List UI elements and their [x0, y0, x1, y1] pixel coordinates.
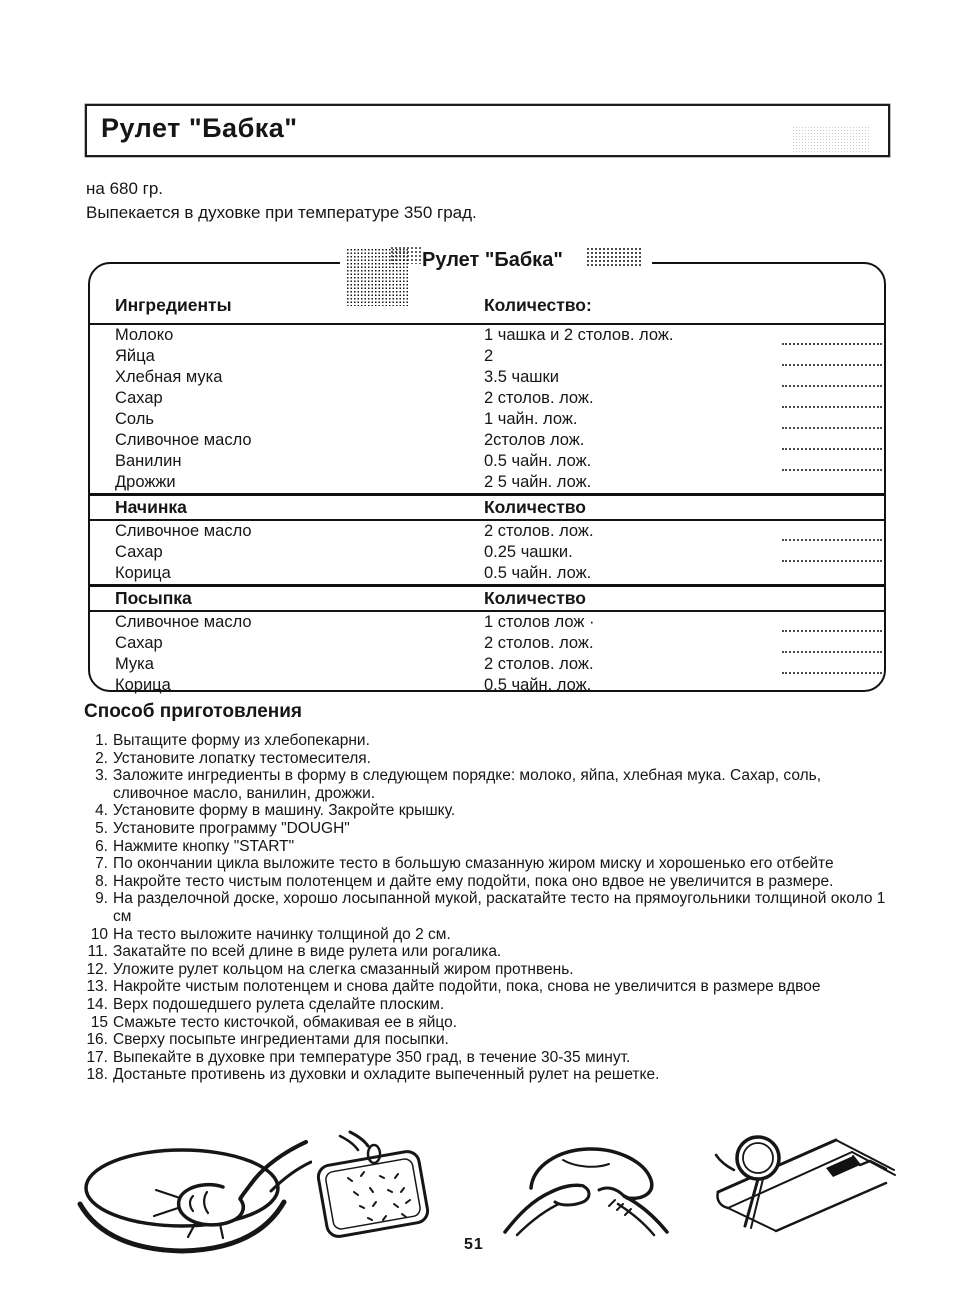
ingredient-quantity: 0.5 чайн. лож.: [484, 452, 592, 470]
section-title: Посыпка: [115, 588, 192, 608]
dotted-fill-line: [782, 427, 882, 429]
method-step: [84, 890, 892, 925]
ingredient-quantity: 2 5 чайн. лож.: [484, 473, 592, 491]
step-number: 15: [90, 1013, 108, 1031]
dotted-fill-line: [782, 406, 882, 408]
ingredient-name: Сахар: [115, 634, 163, 652]
step-text: Выпекайте в духовке при температуре 350 град, в течение 30-35 минут.: [113, 1048, 631, 1066]
step-number: 5.: [95, 819, 108, 837]
ingredient-quantity: 2 столов. лож.: [484, 389, 594, 407]
step-number: 17.: [86, 1048, 108, 1066]
dotted-fill-line: [782, 672, 882, 674]
intro-text: [86, 177, 477, 225]
step-text: Сверху посыпьте ингредиентами для посыпки.: [113, 1031, 449, 1049]
dotted-fill-line: [782, 651, 882, 653]
ingredient-quantity: 0.5 чайн. лож.: [484, 564, 592, 582]
section-header-topping: [90, 584, 884, 612]
section-header-filling: [90, 493, 884, 521]
table-row: [90, 675, 884, 696]
method-step: [84, 943, 892, 961]
table-row: [90, 612, 884, 633]
step-text: Достаньте противень из духовки и охладите выпеченный рулет на решетке.: [113, 1066, 660, 1084]
ingredient-name: Сливочное масло: [115, 522, 252, 540]
card-title: Рулет "Бабка": [422, 249, 563, 271]
step-number: 12.: [86, 960, 108, 978]
method-step: [84, 820, 892, 838]
column-header-ingredients: Ингредиенты: [115, 295, 232, 315]
step-text: Установите лопатку тестомесителя.: [113, 749, 371, 767]
page-title: Рулет "Бабка": [101, 113, 298, 143]
method-section: [84, 701, 892, 1084]
step-text: Заложите ингредиенты в форму в следующем порядке: молоко, яйпа, хлебная мука. Сахар, соль, сливочное масло, ванилин, дрожжи.: [113, 767, 822, 802]
card-title-strip: [340, 246, 652, 276]
step-number: 13.: [86, 978, 108, 996]
step-text: Установите форму в машину. Закройте крышку.: [113, 802, 456, 820]
step-text: Смажьте тесто кисточкой, обмакивая ее в яйцо.: [113, 1013, 458, 1031]
dotted-fill-line: [782, 630, 882, 632]
table-row: [90, 430, 884, 451]
method-step: [84, 1031, 892, 1049]
ingredient-quantity: 1 чашка и 2 столов. лож.: [484, 326, 674, 344]
dotted-fill-line: [782, 469, 882, 471]
table-row: [90, 654, 884, 675]
method-step: [84, 1049, 892, 1067]
method-step: [84, 996, 892, 1014]
ingredient-quantity: 0.25 чашки.: [484, 543, 573, 561]
ingredient-quantity: 2 столов. лож.: [484, 634, 594, 652]
step-text: Уложите рулет кольцом на слегка смазанный жиром протнвень.: [113, 960, 574, 978]
table-row: [90, 409, 884, 430]
scan-smudge: [792, 126, 870, 152]
dotted-fill-line: [782, 448, 882, 450]
ingredient-quantity: 2: [484, 347, 494, 365]
table-row: [90, 521, 884, 542]
table-row: [90, 346, 884, 367]
recipe-title-box: [85, 104, 890, 157]
ingredient-quantity: 2 столов. лож.: [484, 522, 594, 540]
page-number: 51: [464, 1236, 484, 1253]
column-header-quantity: Количество:: [484, 295, 592, 315]
table-row: [90, 367, 884, 388]
ingredient-quantity: 1 чайн. лож.: [484, 410, 578, 428]
method-step: [84, 873, 892, 891]
method-step: [84, 961, 892, 979]
step-text: Накройте чистым полотенцем и снова дайте подойти, пока, снова не увеличится в размере вдвое: [113, 978, 821, 996]
method-step: [84, 978, 892, 996]
section-quantity-label: Количество: [484, 588, 586, 608]
table-row: [90, 563, 884, 584]
step-text: Нажмите кнопку "START": [113, 837, 295, 855]
step-text: Закатайте по всей длине в виде рулета или рогалика.: [113, 943, 502, 961]
method-step: [84, 926, 892, 944]
step-number: 18.: [86, 1066, 108, 1084]
step-text: Верх подошедшего рулета сделайте плоским.: [113, 995, 445, 1013]
ingredient-name: Сливочное масло: [115, 431, 252, 449]
ingredient-name: Сливочное масло: [115, 613, 252, 631]
shaping-dough-by-hands-icon: [503, 1136, 671, 1242]
section-title: Начинка: [115, 497, 187, 517]
method-step: [84, 750, 892, 768]
method-step: [84, 838, 892, 856]
ingredient-quantity: 2 столов. лож.: [484, 655, 594, 673]
step-text: Накройте тесто чистым полотенцем и дайте ему подойти, пока оно вдвое не увеличится в размере.: [113, 872, 834, 890]
dotted-fill-line: [782, 385, 882, 387]
step-number: 4.: [95, 802, 108, 820]
step-number: 3.: [95, 767, 108, 785]
step-number: 1.: [95, 732, 108, 749]
table-row: [90, 633, 884, 654]
yield-line: на 680 гр.: [86, 179, 164, 198]
ingredient-quantity: 0.5 чайн. лож.: [484, 676, 592, 694]
step-number: 9.: [95, 890, 108, 908]
table-row: [90, 451, 884, 472]
dotted-fill-line: [782, 539, 882, 541]
ingredient-name: Хлебная мука: [115, 368, 223, 386]
step-text: По окончании цикла выложите тесто в большую смазанную жиром миску и хорошенько его отбейте: [113, 855, 834, 873]
ingredient-name: Дрожжи: [115, 473, 176, 491]
table-row: [90, 472, 884, 493]
method-step: [84, 855, 892, 873]
ingredient-quantity: 1 столов лож ·: [484, 613, 595, 631]
method-step: [84, 1014, 892, 1032]
sprinkling-flour-on-board-icon: [310, 1130, 444, 1242]
kneading-dough-in-bowl-icon: [60, 1136, 312, 1260]
table-row: [90, 388, 884, 409]
greasing-baking-sheet-icon: [714, 1130, 896, 1240]
ingredient-quantity: 3.5 чашки: [484, 368, 559, 386]
halftone-noise-icon: [586, 247, 642, 267]
method-step: [84, 732, 892, 750]
ingredient-name: Корица: [115, 676, 171, 694]
ingredient-quantity: 2столов лож.: [484, 431, 585, 449]
table-row: [90, 542, 884, 563]
step-number: 6.: [95, 837, 108, 855]
section-quantity-label: Количество: [484, 497, 586, 517]
ingredient-name: Сахар: [115, 543, 163, 561]
step-number: 2.: [95, 749, 108, 767]
step-number: 14.: [86, 995, 108, 1013]
step-number: 11.: [87, 943, 108, 961]
step-text: Вытащите форму из хлебопекарни.: [113, 732, 370, 749]
ingredient-name: Мука: [115, 655, 154, 673]
ingredient-name: Сахар: [115, 389, 163, 407]
dotted-fill-line: [782, 364, 882, 366]
ingredients-table: [88, 249, 886, 694]
step-text: На тесто выложите начинку толщиной до 2 см.: [113, 925, 451, 943]
dotted-fill-line: [782, 343, 882, 345]
ingredient-name: Соль: [115, 410, 154, 428]
ingredient-name: Корица: [115, 564, 171, 582]
method-step: [84, 767, 892, 802]
ingredient-name: Молоко: [115, 326, 174, 344]
halftone-noise-icon: [390, 246, 422, 264]
method-heading: Способ приготовления: [84, 701, 303, 722]
baking-line: Выпекается в духовке при температуре 350 град.: [86, 203, 477, 222]
step-text: Установите программу "DOUGH": [113, 819, 350, 837]
method-step: [84, 1066, 892, 1084]
step-number: 7.: [95, 855, 108, 873]
step-number: 16.: [86, 1031, 108, 1049]
table-row: [90, 325, 884, 346]
dotted-fill-line: [782, 560, 882, 562]
method-step: [84, 802, 892, 820]
step-number: 10: [90, 925, 108, 943]
ingredient-name: Ванилин: [115, 452, 182, 470]
step-number: 8.: [95, 872, 108, 890]
step-text: На разделочной доске, хорошо лосыпанной мукой, раскатайте тесто на прямоугольники толщиной около 1 см: [113, 890, 886, 925]
ingredient-name: Яйца: [115, 347, 155, 365]
